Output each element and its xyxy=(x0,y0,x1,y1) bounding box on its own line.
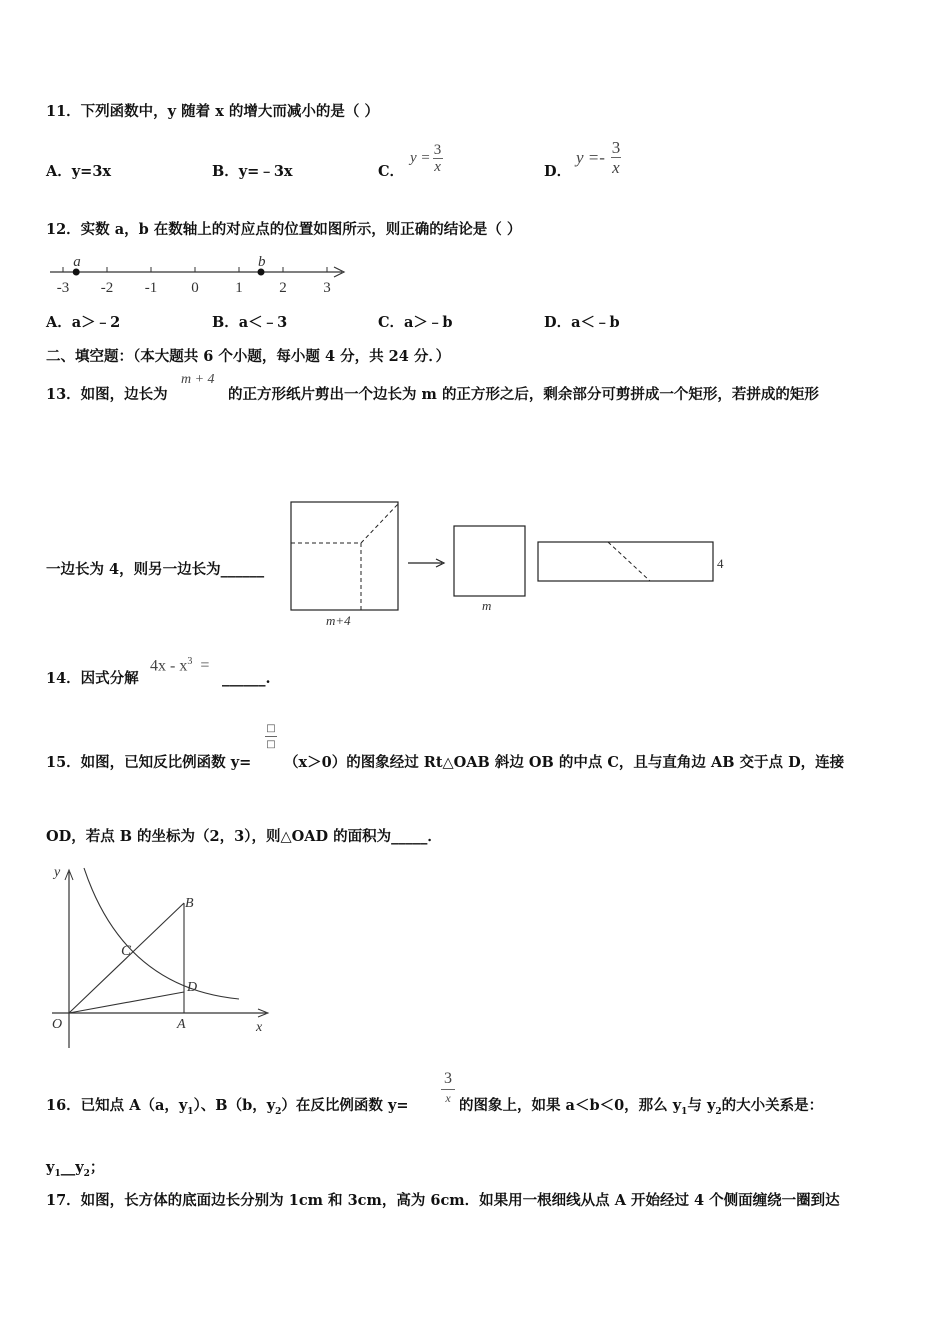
q15-stem-continued: OD，若点 B 的坐标为（2，3），则△OAD 的面积为_____． xyxy=(46,828,442,845)
big-square xyxy=(291,502,398,610)
q16-answer-blank: __y xyxy=(60,1159,84,1176)
cut-line-diagonal xyxy=(361,504,398,543)
q16-sub-3: 1 xyxy=(681,1106,688,1117)
q16-answer-y: y xyxy=(46,1159,55,1176)
q15-figure xyxy=(44,858,276,1052)
formula-lhs: y = xyxy=(410,150,431,166)
q11-option-d-formula xyxy=(576,138,621,177)
segment-OD xyxy=(69,992,184,1013)
q16-text-2: ）、B（b，y xyxy=(193,1097,276,1114)
fraction-bar xyxy=(265,736,277,737)
small-square xyxy=(454,526,525,596)
q12-option-a: A．a＞﹣2 xyxy=(46,314,121,331)
number-line-tick-label: 1 xyxy=(235,280,243,296)
number-line-tick-label: 3 xyxy=(323,280,331,296)
label-x: x xyxy=(256,1020,263,1035)
label-C: C xyxy=(121,943,132,959)
fraction-denominator: x xyxy=(434,159,441,175)
q16-answer-sub-1: 1 xyxy=(54,1168,61,1179)
q14-stem: 14．因式分解 xyxy=(46,670,139,687)
number-line-tick-label: 0 xyxy=(191,280,199,296)
q13-figure xyxy=(286,498,736,630)
q15-stem-rest: （x＞0）的图象经过 Rt△OAB 斜边 OB 的中点 C，且与直角边 AB 交于点 D，连接 xyxy=(284,754,845,771)
formula-lhs: y =- xyxy=(576,147,605,167)
q13-expression: m + 4 xyxy=(181,372,215,387)
q11-option-a: A．y=3x xyxy=(46,163,112,180)
number-line-tick-label: -1 xyxy=(144,280,158,296)
q16-text-1: 16．已知点 A（a，y xyxy=(46,1097,188,1114)
hyperbola-curve xyxy=(84,868,239,999)
q11-option-b: B．y=﹣3x xyxy=(212,163,293,180)
fraction-numerator: 3 xyxy=(444,1070,452,1087)
q13-stem-start: 13．如图，边长为 xyxy=(46,386,168,403)
fraction-denominator: x xyxy=(612,158,620,177)
fraction-denominator: □ xyxy=(266,739,276,750)
q14-equals: = xyxy=(200,657,210,675)
q12-stem: 12．实数 a，b 在数轴上的对应点的位置如图所示，则正确的结论是（ ） xyxy=(46,221,522,238)
q12-option-c: C．a＞﹣b xyxy=(378,314,453,331)
fraction-numerator: 3 xyxy=(611,138,621,157)
label-A: A xyxy=(177,1017,186,1032)
fraction-denominator: x xyxy=(445,1091,451,1105)
q16-answer-end: ； xyxy=(89,1159,105,1176)
number-line-tick-label: 2 xyxy=(279,280,287,296)
q14-expression-main: 4x - x xyxy=(150,657,188,675)
q13-stem-continued: 一边长为 4，则另一边长为______ xyxy=(46,561,265,578)
q11-option-d: D． xyxy=(544,163,572,180)
label-m-plus-4: m+4 xyxy=(326,613,351,628)
label-D: D xyxy=(187,980,198,995)
q12-option-b: B．a＜﹣3 xyxy=(212,314,288,331)
rectangle xyxy=(538,542,713,581)
fraction-numerator: 3 xyxy=(433,142,442,158)
q16-stem xyxy=(46,1097,409,1121)
label-O: O xyxy=(52,1017,63,1032)
q16-text-4: 的图象上，如果 a＜b＜0，那么 y xyxy=(459,1097,682,1114)
q12-option-d: D．a＜﹣b xyxy=(544,314,620,331)
q11-stem: 11．下列函数中，y 随着 x 的增大而减小的是（ ） xyxy=(46,103,379,120)
q15-fraction xyxy=(265,722,277,751)
q11-option-c: C． xyxy=(378,163,405,180)
fraction-numerator: □ xyxy=(266,723,276,734)
q16-answer-line xyxy=(46,1159,104,1183)
q15-stem: 15．如图，已知反比例函数 y= xyxy=(46,754,252,771)
q16-fraction xyxy=(441,1069,455,1106)
label-y: y xyxy=(54,865,61,880)
point-a-label: a xyxy=(73,254,81,270)
q16-text-3: ）在反比例函数 y= xyxy=(281,1097,409,1114)
label-m: m xyxy=(482,598,492,613)
q16-sub-2: 2 xyxy=(275,1106,282,1117)
fraction xyxy=(433,142,443,175)
q16-text-6: 的大小关系是： xyxy=(721,1097,824,1114)
point-b-label: b xyxy=(258,254,266,270)
rectangle-dashed-line xyxy=(608,542,650,581)
q14-blank: ______. xyxy=(222,670,271,687)
number-line xyxy=(44,252,354,300)
number-line-tick-label: -3 xyxy=(56,280,70,296)
q16-text-5: 与 y xyxy=(687,1097,716,1114)
q17-stem: 17．如图，长方体的底面边长分别为 1cm 和 3cm，高为 6cm．如果用一根细线从点 A 开始经过 4 个侧面缠绕一圈到达 xyxy=(46,1192,840,1209)
section-heading: 二、填空题：（本大题共 6 个小题，每小题 4 分，共 24 分．） xyxy=(46,348,451,365)
label-B: B xyxy=(185,896,194,911)
q16-answer-sub-2: 2 xyxy=(83,1168,90,1179)
q13-stem-rest: 的正方形纸片剪出一个边长为 m 的正方形之后，剩余部分可剪拼成一个矩形，若拼成的矩形 xyxy=(228,386,819,403)
q14-exponent: 3 xyxy=(187,656,193,667)
q16-sub-1: 1 xyxy=(187,1106,194,1117)
label-4: 4 xyxy=(717,556,724,571)
q14-expression xyxy=(150,656,209,675)
q11-option-c-formula xyxy=(410,142,443,175)
q16-sub-4: 2 xyxy=(715,1106,722,1117)
number-line-tick-label: -2 xyxy=(100,280,114,296)
q16-stem-tail xyxy=(459,1097,823,1121)
fraction xyxy=(611,138,621,177)
